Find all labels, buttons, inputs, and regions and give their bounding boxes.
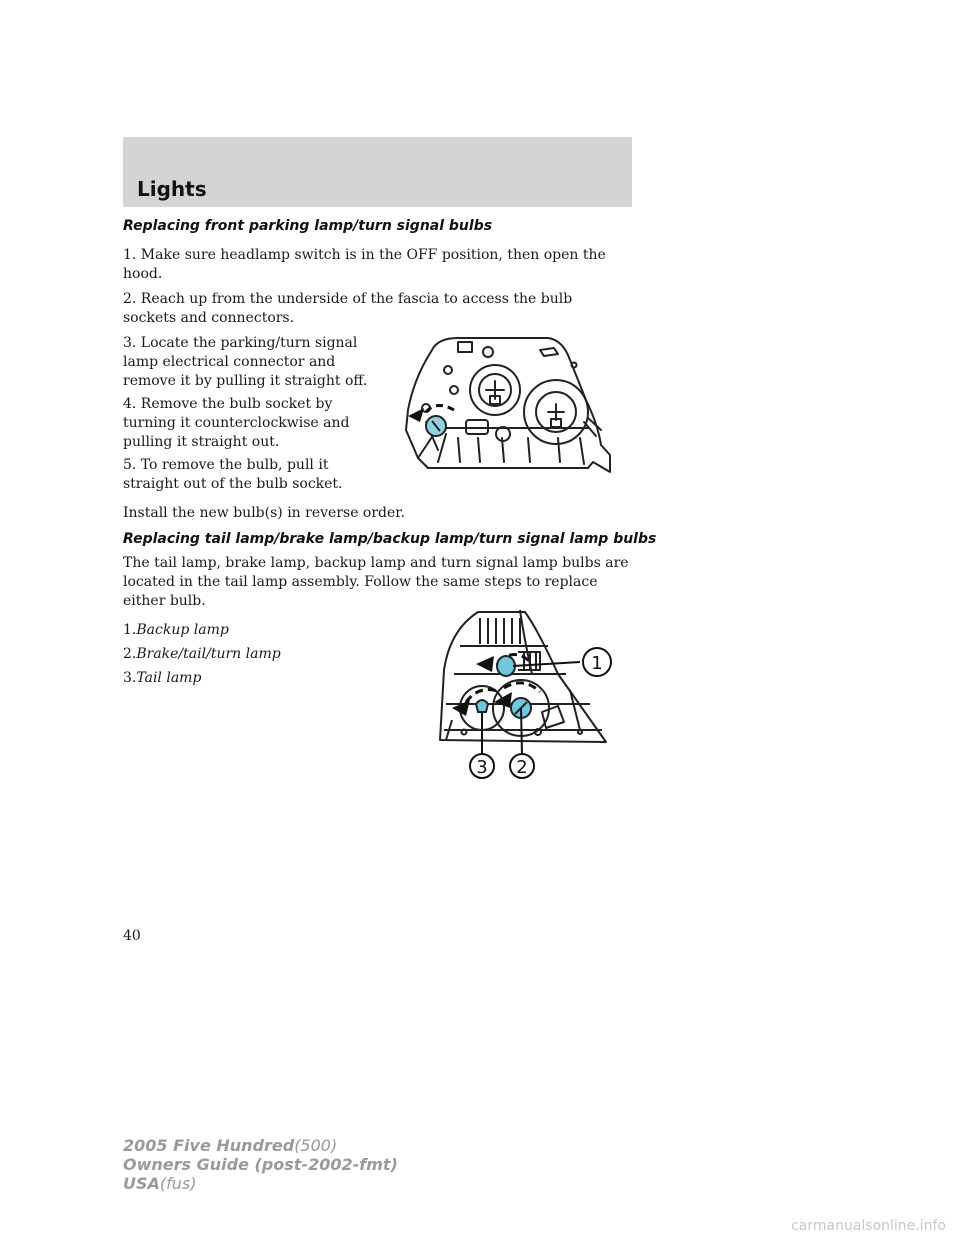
rear-item-3-label: Tail lamp (136, 670, 202, 686)
front-step-2: 2. Reach up from the underside of the fascia to access the bulb sockets and connectors. (123, 291, 573, 326)
rear-item-3-num: 3. (123, 670, 137, 686)
rear-item-1-label: Backup lamp (136, 622, 229, 638)
footer-line-3 (123, 1174, 398, 1193)
rear-heading: Replacing tail lamp/brake lamp/backup lamp/turn signal lamp bulbs (123, 531, 657, 547)
rear-item-1-num: 1. (123, 622, 137, 638)
document-footer (123, 1136, 398, 1193)
rear-item-2 (123, 645, 281, 664)
rear-lamp-diagram (420, 590, 615, 785)
callout-3: 3 (476, 757, 488, 778)
footer-model: 2005 Five Hundred (123, 1136, 295, 1155)
footer-model-code: (500) (294, 1136, 338, 1155)
front-step-4: 4. Remove the bulb socket by turning it counterclockwise and pulling it straight out. (123, 396, 350, 450)
front-heading: Replacing front parking lamp/turn signal bulbs (123, 218, 493, 234)
front-install: Install the new bulb(s) in reverse order. (123, 505, 405, 521)
rear-item-2-label: Brake/tail/turn lamp (136, 646, 281, 662)
footer-line-2: Owners Guide (post-2002-fmt) (123, 1155, 398, 1174)
front-lamp-diagram (398, 330, 623, 480)
section-header (123, 137, 632, 207)
front-step-3: 3. Locate the parking/turn signal lamp electrical connector and remove it by pulling it straight off. (123, 335, 368, 389)
rear-intro: The tail lamp, brake lamp, backup lamp and turn signal lamp bulbs are located in the tail lamp assembly. Follow the same steps to replace either bulb. (123, 555, 629, 609)
rear-item-3 (123, 669, 201, 688)
section-title: Lights (137, 177, 207, 201)
rear-item-1 (123, 621, 229, 640)
page-number: 40 (123, 928, 141, 944)
site-watermark: carmanualsonline.info (791, 1218, 946, 1234)
footer-region-code: (fus) (159, 1174, 197, 1193)
front-step-5: 5. To remove the bulb, pull it straight out of the bulb socket. (123, 457, 343, 492)
callout-1: 1 (591, 653, 603, 674)
footer-line-1 (123, 1136, 398, 1155)
footer-region: USA (123, 1174, 160, 1193)
front-step-1: 1. Make sure headlamp switch is in the OFF position, then open the hood. (123, 247, 606, 282)
callout-2: 2 (516, 757, 528, 778)
rear-item-2-num: 2. (123, 646, 137, 662)
